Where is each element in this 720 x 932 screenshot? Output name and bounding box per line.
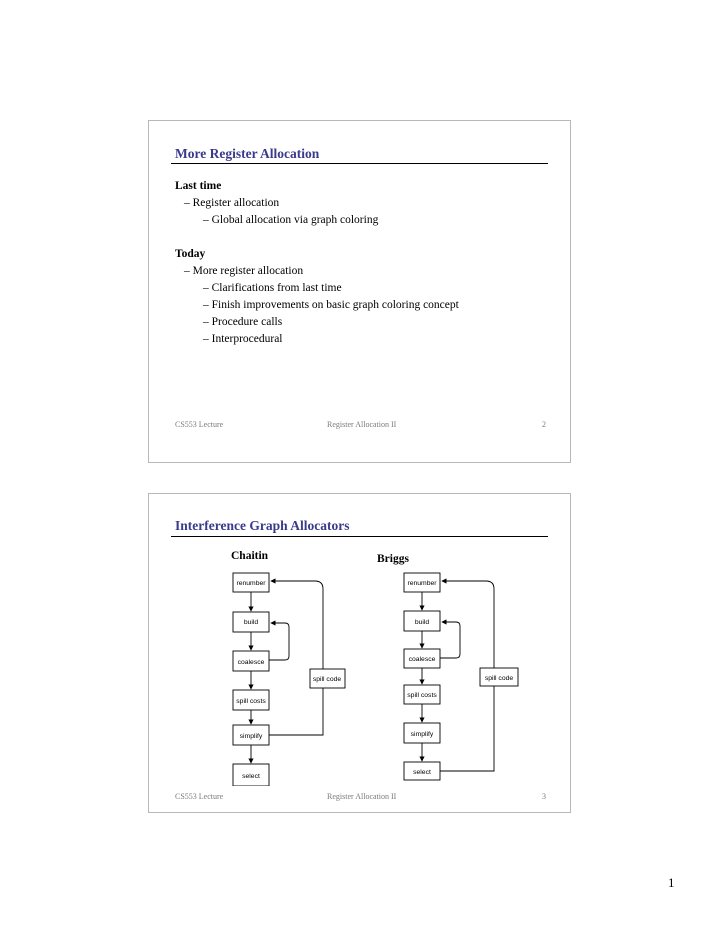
briggs-node-label: coalesce (408, 656, 436, 663)
today-subitem: – Finish improvements on basic graph coloring concept (203, 299, 459, 311)
today-subitem-text: Finish improvements on basic graph coloring concept (211, 299, 459, 311)
chaitin-node-label: coalesce (237, 659, 265, 666)
last-time-heading: Last time (175, 180, 222, 192)
select-to-spill-edge (440, 686, 494, 771)
today-item-text: More register allocation (192, 265, 304, 277)
last-time-item-text: Register allocation (192, 197, 280, 209)
today-subitem: – Interprocedural (203, 333, 283, 345)
chaitin-node-label: spill costs (236, 698, 266, 705)
slide-title: Interference Graph Allocators (175, 518, 350, 533)
footer-course: CS553 Lecture (175, 420, 224, 429)
briggs-node-label: build (414, 619, 430, 626)
today-subitem: – Procedure calls (203, 316, 283, 328)
footer-title: Register Allocation II (327, 792, 397, 801)
allocator-flow-diagrams (149, 494, 572, 786)
chaitin-flow (233, 573, 345, 786)
spill-to-renumber-edge (271, 581, 323, 669)
briggs-flow (404, 573, 518, 780)
last-time-item: – Register allocation (184, 197, 280, 209)
chaitin-node-label: simplify (239, 733, 263, 740)
briggs-heading: Briggs (377, 553, 409, 565)
footer-page: 2 (542, 420, 546, 429)
chaitin-heading: Chaitin (231, 550, 269, 562)
slide-title: More Register Allocation (175, 146, 320, 161)
last-time-subitem-text: Global allocation via graph coloring (211, 214, 379, 226)
slide-2-more-register-allocation (148, 120, 571, 463)
title-rule (171, 163, 548, 164)
briggs-node-label: spill costs (407, 692, 437, 699)
last-time-subitem: – Global allocation via graph coloring (203, 214, 379, 226)
today-subitem-text: Clarifications from last time (211, 282, 342, 294)
footer-page: 3 (542, 792, 546, 801)
spill-to-renumber-edge (442, 581, 494, 668)
today-subitem: – Clarifications from last time (203, 282, 342, 294)
footer-title: Register Allocation II (327, 420, 397, 429)
simplify-to-spill-edge (269, 688, 323, 735)
briggs-spill-code-label: spill code (484, 675, 514, 682)
chaitin-node-label: build (243, 619, 259, 626)
slide-3-interference-graph-allocators (148, 493, 571, 813)
today-subitem-text: Procedure calls (211, 316, 283, 328)
briggs-node-label: renumber (407, 580, 437, 587)
today-heading: Today (175, 248, 206, 260)
chaitin-node-label: select (242, 773, 260, 780)
briggs-node-label: select (413, 769, 431, 776)
footer-course: CS553 Lecture (175, 792, 224, 801)
chaitin-spill-code-label: spill code (312, 676, 342, 683)
coalesce-loop-edge (269, 623, 289, 660)
today-item: – More register allocation (184, 265, 304, 277)
handout-page-number: 1 (668, 875, 675, 890)
briggs-node-label: simplify (410, 731, 434, 738)
today-subitem-text: Interprocedural (211, 333, 283, 345)
coalesce-loop-edge (440, 622, 460, 658)
chaitin-node-label: renumber (236, 580, 266, 587)
